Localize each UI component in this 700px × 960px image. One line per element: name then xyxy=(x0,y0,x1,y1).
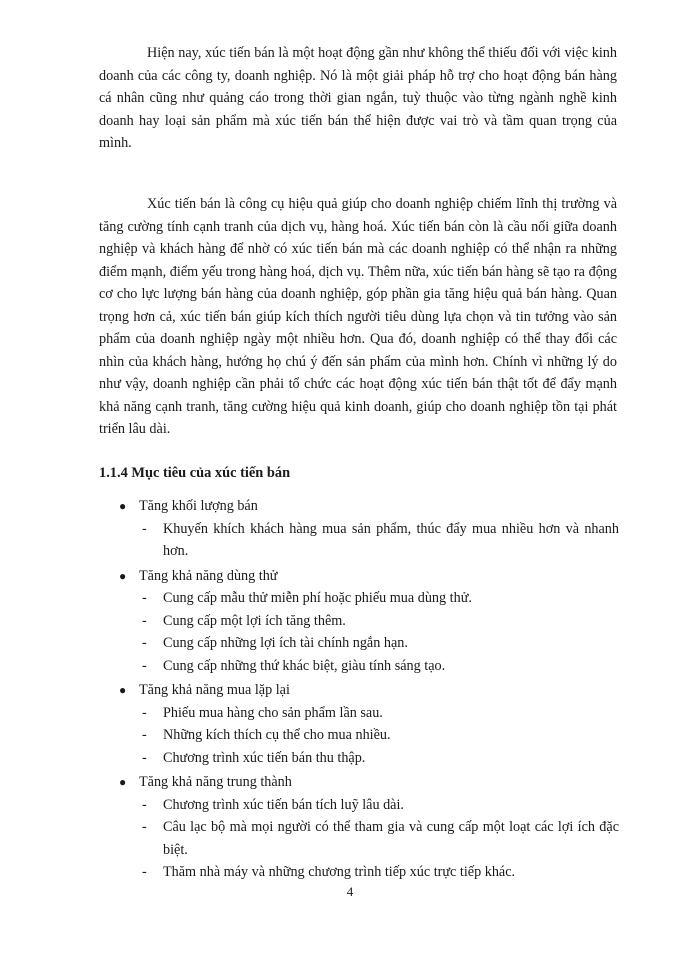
list-item xyxy=(99,771,619,884)
dash-icon: - xyxy=(142,520,147,537)
page-number: 4 xyxy=(346,884,354,899)
dash-icon: - xyxy=(142,635,147,651)
paragraph-benefits: Xúc tiến bán là công cụ hiệu quả giúp cho doanh nghiệp chiếm lĩnh thị trường và tăng cường tính cạnh tranh của dịch vụ, hàng hoá. Xúc tiến bán còn là cầu nối giữa doanh nghiệp và khách hàng để nhờ có xúc tiến bán mà các doanh nghiệp có thể nhận ra những điểm mạnh, điểm yếu trong hàng hoá, dịch vụ. Thêm nữa, xúc tiến bán hàng sẽ tạo ra động cơ cho lực lượng bán hàng của doanh nghiệp, góp phần gia tăng hiệu quả bán hàng. Quan trọng hơn cả, xúc tiến bán giúp kích thích người tiêu dùng lựa chọn và tin tưởng vào sản phẩm của doanh nghiệp ngày một nhiều hơn. Qua đó, doanh nghiệp có thể thay đổi các nhìn của khách hàng, hướng họ chú ý đến sản phẩm của mình hơn. Chính vì những lý do như vậy, doanh nghiệp cần phải tổ chức các hoạt động xúc tiến bán thật tốt để đẩy mạnh khả năng cạnh tranh, tăng cường hiệu quả kinh doanh, giúp cho doanh nghiệp tồn tại phát triển lâu dài. xyxy=(99,196,617,437)
sub-list xyxy=(139,702,619,770)
list-item-title: Tăng khả năng mua lặp lại xyxy=(139,682,290,698)
list-item xyxy=(99,565,619,678)
sub-list-item xyxy=(99,816,619,861)
dash-icon: - xyxy=(142,590,147,606)
sub-list-item-text: Phiếu mua hàng cho sản phẩm lần sau. xyxy=(163,704,383,721)
list-item-title: Tăng khối lượng bán xyxy=(139,498,258,514)
dash-icon: - xyxy=(142,749,147,766)
section-heading: 1.1.4 Mục tiêu của xúc tiến bán xyxy=(99,465,291,481)
dash-icon: - xyxy=(142,612,147,629)
sub-list-item xyxy=(99,861,619,884)
dash-icon: - xyxy=(142,819,147,835)
dash-icon: - xyxy=(142,657,147,674)
dash-icon: - xyxy=(142,864,147,880)
bullet-icon: ● xyxy=(119,683,127,697)
sub-list-item-text: Những kích thích cụ thể cho mua nhiều. xyxy=(163,727,391,743)
sub-list-item-text: Cung cấp những lợi ích tài chính ngắn hạn. xyxy=(163,635,408,651)
sub-list-item-text: Câu lạc bộ mà mọi người có thể tham gia và cung cấp một loạt các lợi ích đặc biệt. xyxy=(163,819,619,858)
sub-list-item-text: Chương trình xúc tiến bán tích luỹ lâu dài. xyxy=(163,796,404,813)
sub-list-item-text: Chương trình xúc tiến bán thu thập. xyxy=(163,749,366,766)
sub-list-item-text: Thăm nhà máy và những chương trình tiếp xúc trực tiếp khác. xyxy=(163,864,516,880)
bullet-icon: ● xyxy=(119,499,127,513)
list-item xyxy=(99,679,619,769)
bullet-icon: ● xyxy=(119,775,127,789)
sub-list xyxy=(139,518,619,563)
sub-list xyxy=(139,587,619,677)
sub-list-item xyxy=(99,794,619,817)
sub-list-item-text: Cung cấp những thứ khác biệt, giàu tính sáng tạo. xyxy=(163,657,446,674)
dash-icon: - xyxy=(142,704,147,721)
sub-list-item xyxy=(99,702,619,725)
sub-list-item xyxy=(99,610,619,633)
bullet-icon: ● xyxy=(119,568,127,583)
sub-list-item xyxy=(99,655,619,678)
sub-list-item-text: Cung cấp một lợi ích tăng thêm. xyxy=(163,612,346,629)
list-item-title: Tăng khả năng trung thành xyxy=(139,774,292,790)
list-item xyxy=(99,495,619,563)
sub-list-item xyxy=(99,747,619,770)
sub-list xyxy=(139,794,619,884)
sub-list-item-text: Khuyến khích khách hàng mua sản phẩm, thúc đẩy mua nhiều hơn và nhanh hơn. xyxy=(163,520,619,559)
sub-list-item xyxy=(99,587,619,610)
dash-icon: - xyxy=(142,796,147,813)
sub-list-item xyxy=(99,632,619,655)
sub-list-item xyxy=(99,724,619,747)
sub-list-item-text: Cung cấp mẫu thử miễn phí hoặc phiếu mua dùng thử. xyxy=(163,590,472,606)
objectives-list xyxy=(99,495,619,886)
dash-icon: - xyxy=(142,727,147,743)
paragraph-intro: Hiện nay, xúc tiến bán là một hoạt động gần như không thể thiếu đối với việc kinh doanh của các công ty, doanh nghiệp. Nó là một giải pháp hỗ trợ cho hoạt động bán hàng cá nhân cũng như quảng cáo trong thời gian ngắn, tuỳ thuộc vào từng ngành nghề kinh doanh hay loại sản phẩm mà xúc tiến bán thể hiện được vai trò và tầm quan trọng của mình. xyxy=(99,45,617,151)
list-item-title: Tăng khả năng dùng thử xyxy=(139,567,278,584)
sub-list-item xyxy=(99,518,619,563)
